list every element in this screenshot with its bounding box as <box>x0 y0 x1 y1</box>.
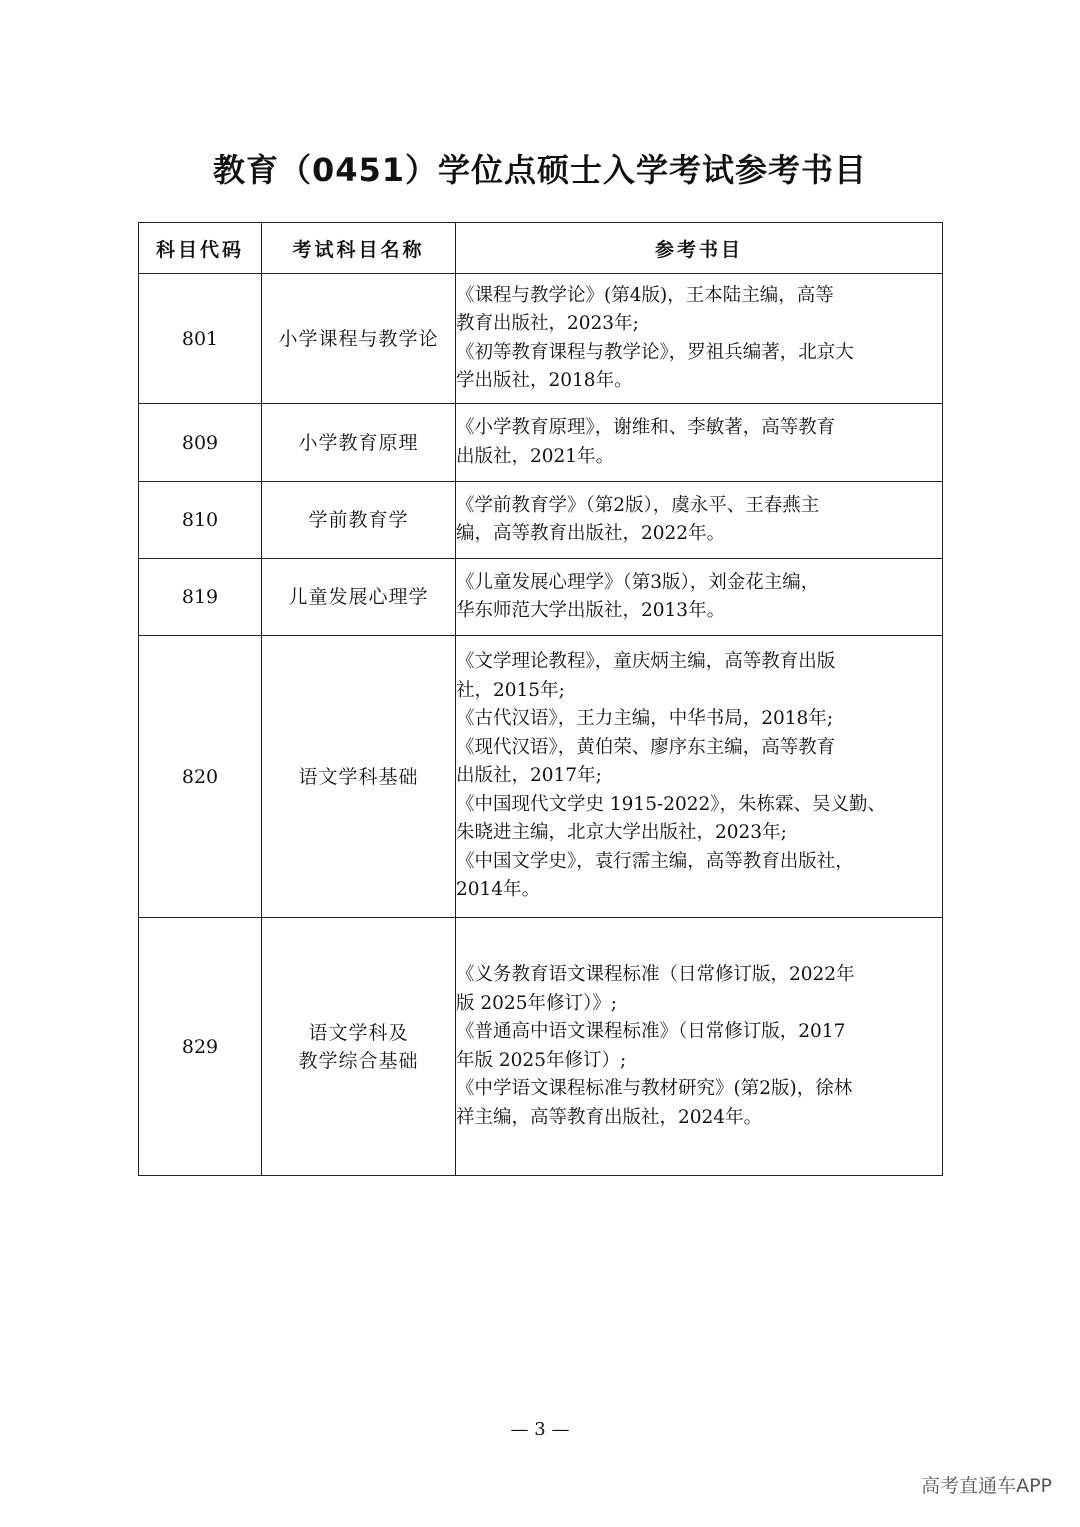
header-subject-name: 考试科目名称 <box>262 223 456 274</box>
reference-books <box>456 918 943 1176</box>
subject-name-line: 学前教育学 <box>308 509 409 531</box>
subject-name <box>262 482 456 559</box>
subject-name <box>262 918 456 1176</box>
book-line: 《文学理论教程》，童庆炳主编，高等教育出版 <box>456 651 836 673</box>
subject-code: 801 <box>139 274 262 404</box>
book-line: 年版 2025年修订）; <box>456 1049 627 1071</box>
book-line: 学出版社，2018年。 <box>456 370 633 391</box>
book-line: 2014年。 <box>456 879 541 901</box>
subject-name-line: 小学教育原理 <box>298 431 419 454</box>
book-line: 祥主编，高等教育出版社，2024年。 <box>456 1106 763 1128</box>
reference-books <box>456 482 943 559</box>
header-subject-code: 科目代码 <box>139 223 262 274</box>
table-row <box>139 404 943 482</box>
subject-name-line: 小学课程与教学论 <box>278 327 439 350</box>
book-line: 《初等教育课程与教学论》，罗祖兵编著，北京大 <box>456 341 854 363</box>
reference-books <box>456 636 943 918</box>
book-line: 《普通高中语文课程标准》（日常修订版，2017 <box>456 1021 846 1042</box>
subject-name <box>262 274 456 404</box>
subject-name-line: 语文学科及 <box>308 1021 409 1044</box>
book-line: 《学前教育学》（第2版），虞永平、王春燕主 <box>456 494 820 516</box>
book-line: 《中国文学史》，袁行霈主编，高等教育出版社， <box>456 850 854 872</box>
subject-name <box>262 404 456 482</box>
book-line: 出版社，2021年。 <box>456 445 615 467</box>
book-line: 《小学教育原理》，谢维和、李敏著，高等教育 <box>456 417 836 438</box>
book-line: 《现代汉语》，黄伯荣、廖序东主编，高等教育 <box>456 736 836 758</box>
page-title: 教育（0451）学位点硕士入学考试参考书目 <box>212 151 868 189</box>
watermark-text: 高考直通车APP <box>921 1475 1052 1497</box>
table-row <box>139 636 943 918</box>
subject-name-line: 语文学科基础 <box>298 765 419 788</box>
book-line: 《义务教育语文课程标准（日常修订版，2022年 <box>456 964 855 985</box>
table-header-row <box>139 223 943 274</box>
book-line: 教育出版社，2023年; <box>456 313 639 334</box>
book-line: 版 2025年修订）》; <box>456 992 617 1014</box>
table-row <box>139 482 943 559</box>
table-row <box>139 274 943 404</box>
book-line: 出版社，2017年; <box>456 765 602 787</box>
book-line: 朱晓进主编，北京大学出版社，2023年; <box>456 822 787 844</box>
table-body <box>139 274 943 1176</box>
reference-books <box>456 404 943 482</box>
subject-name <box>262 559 456 636</box>
book-line: 《中学语文课程标准与教材研究》(第2版)，徐林 <box>456 1078 853 1099</box>
subject-code: 810 <box>139 482 262 559</box>
reference-books <box>456 274 943 404</box>
book-line: 《儿童发展心理学》（第3版），刘金花主编， <box>456 571 820 593</box>
subject-name-line: 教学综合基础 <box>298 1049 419 1072</box>
book-line: 编，高等教育出版社，2022年。 <box>456 523 726 544</box>
subject-code: 809 <box>139 404 262 482</box>
subject-name <box>262 636 456 918</box>
subject-code: 819 <box>139 559 262 636</box>
subject-code: 820 <box>139 636 262 918</box>
reference-books-table <box>138 222 943 1176</box>
book-line: 华东师范大学出版社，2013年。 <box>456 600 726 621</box>
page-number: — 3 — <box>510 1419 570 1440</box>
reference-books <box>456 559 943 636</box>
subject-name-line: 儿童发展心理学 <box>288 586 429 608</box>
book-line: 《中国现代文学史 1915-2022》，朱栋霖、吴义勤、 <box>456 793 887 815</box>
table-row <box>139 918 943 1176</box>
book-line: 社，2015年; <box>456 679 565 701</box>
table-row <box>139 559 943 636</box>
header-reference-books: 参考书目 <box>456 223 943 274</box>
subject-code: 829 <box>139 918 262 1176</box>
book-line: 《课程与教学论》(第4版)，王本陆主编，高等 <box>456 284 834 306</box>
book-line: 《古代汉语》，王力主编，中华书局，2018年; <box>456 708 834 730</box>
